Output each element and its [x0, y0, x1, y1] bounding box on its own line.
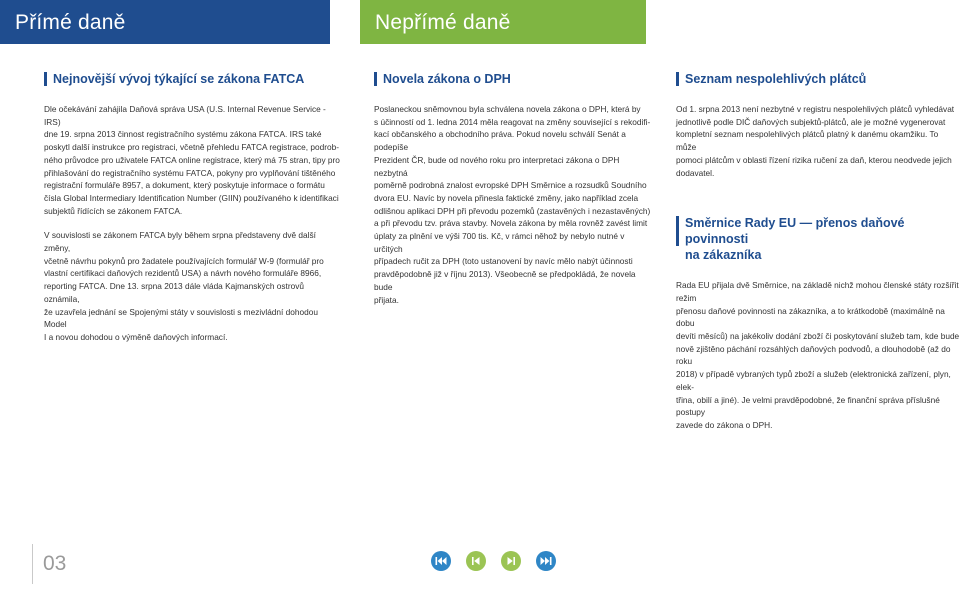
- text-line: zavede do zákona o DPH.: [676, 419, 773, 430]
- text-line: odlišnou aplikaci DPH při převodu pozemků (zastavěných i nezastavěných): [374, 205, 651, 216]
- text-line: Dle očekávání zahájila Daňová správa USA (U.S. Internal Revenue Service - IRS): [44, 104, 326, 127]
- text-line: čísla Global Intermediary Identification Number (GIIN) používaného k identifikaci: [44, 192, 339, 203]
- vat-amendment-heading: Novela zákona o DPH: [374, 71, 652, 87]
- text-line: že uzavřela jednání se Spojenými státy v souvislosti s mezivládní dohodou Model: [44, 306, 318, 330]
- text-line: dodavatel.: [676, 167, 715, 178]
- text-line: subjektů řídících se zákonem FATCA.: [44, 205, 183, 216]
- previous-page-button[interactable]: [466, 551, 486, 571]
- unreliable-payers-paragraph: [676, 103, 960, 179]
- text-line: registrační formuláře 8957, a dokument, který poskytuje informace o formátu: [44, 180, 325, 191]
- heading-marker: [44, 72, 47, 86]
- unreliable-payers-heading: Seznam nespolehlivých plátců: [676, 71, 960, 87]
- text-line: přenosu daňové povinnosti na zákazníka, a to krátkodobě (maximálně na dobu: [676, 305, 945, 329]
- text-line: třina, obilí a jiné). Je velmi pravděpodobné, že finanční správa příslušné postupy: [676, 394, 940, 418]
- text-line: s účinností od 1. ledna 2014 měla reagovat na změny související s rekodifi-: [374, 116, 651, 127]
- page-navigation: [431, 551, 556, 571]
- text-line: Od 1. srpna 2013 není nezbytné v registru nespolehlivých plátců vyhledávat: [676, 104, 955, 114]
- text-line: kompletní seznam nespolehlivých plátců platný k danému okamžiku. To může: [676, 129, 939, 153]
- next-page-button[interactable]: [501, 551, 521, 571]
- heading-marker: [676, 216, 679, 246]
- text-line: 2018) v případě vybraných typů zboží a služeb (elektronická zařízení, plyn, elek-: [676, 369, 951, 392]
- direct-taxes-title: Přímé daně: [15, 11, 126, 34]
- text-line: devíti měsíců) na jakékoliv dodání zboží či poskytování služeb tam, kde bude: [676, 331, 960, 342]
- text-line: poskytl další instrukce pro registraci, včetně přehledu FATCA registrace, podrob-: [44, 142, 339, 153]
- text-line: a při převodu tzv. práva stavby. Novela zákona by měla rovněž zavést limit: [374, 218, 648, 229]
- heading-marker: [374, 72, 377, 86]
- text-line: poměrně podrobná znalost evropské DPH Směrnice a rozsudků Soudního: [374, 180, 647, 191]
- text-line: pomoci plátcům v oblasti řízení rizika ručení za daň, kterou neodvede jejich: [676, 154, 952, 165]
- text-line: ného průvodce pro uživatele FATCA online registrace, který má 75 stran, tipy pro: [44, 154, 340, 165]
- text-line: dne 19. srpna 2013 činnost registračního systému zákona FATCA. IRS také: [44, 129, 322, 140]
- fatca-paragraph-2: [44, 229, 340, 343]
- fatca-paragraph-1: [44, 103, 340, 217]
- text-line: kací občanského a obchodního práva. Pokud novelu schválí Senát a podepíše: [374, 129, 626, 153]
- page-number: 03: [43, 552, 67, 575]
- reverse-charge-heading: [676, 215, 960, 263]
- text-line: reporting FATCA. Dne 13. srpna 2013 dále vláda Kajmanských ostrovů oznámila,: [44, 281, 304, 304]
- text-line: I a novou dohodou o výměně daňových informací.: [44, 331, 228, 342]
- text-line: úplaty za plnění ve výši 700 tis. Kč, v rámci něhož by nebylo nutné v určitých: [374, 231, 625, 254]
- text-line: dvora EU. Navíc by novela přinesla faktické změny, jako například zcela: [374, 192, 639, 203]
- text-line: vlastní certifikaci daňových rezidentů USA) a návrh nového formuláře 8966,: [44, 268, 322, 279]
- indirect-taxes-banner: [360, 0, 646, 44]
- page-number-divider: [32, 544, 33, 584]
- fatca-heading: Nejnovější vývoj týkající se zákona FATCA: [44, 71, 340, 87]
- direct-taxes-banner: [0, 0, 330, 44]
- last-page-icon: [540, 556, 552, 566]
- text-line: Prezident ČR, bude od nového roku pro interpretaci zákona o DPH nezbytná: [374, 154, 620, 178]
- vat-amendment-section: [374, 71, 652, 306]
- text-line: V souvislosti se zákonem FATCA byly během srpna představeny dvě další změny,: [44, 230, 316, 254]
- heading-line: na zákazníka: [685, 248, 762, 263]
- fatca-section: [44, 71, 340, 344]
- text-line: nově zjištěno páchání rozsáhlých daňových podvodů, a dlouhodobě (až do roku: [676, 343, 951, 367]
- text-line: přihlašování do registračního systému FATCA, pokyny pro vyplňování tištěného: [44, 167, 336, 178]
- indirect-taxes-title: Nepřímé daně: [375, 11, 511, 34]
- heading-marker: [676, 72, 679, 86]
- text-line: případech ručit za DPH (toto ustanovení by navíc mělo nabýt účinnosti: [374, 256, 633, 267]
- previous-page-icon: [471, 556, 481, 566]
- text-line: Poslaneckou sněmovnou byla schválena novela zákona o DPH, která by: [374, 104, 641, 114]
- text-line: pravděpodobně již v říjnu 2013). Všeobecně se předpokládá, že novela bude: [374, 269, 636, 292]
- reverse-charge-paragraph: [676, 279, 960, 431]
- last-page-button[interactable]: [536, 551, 556, 571]
- heading-line: Směrnice Rady EU — přenos daňové povinnosti: [685, 216, 905, 247]
- first-page-button[interactable]: [431, 551, 451, 571]
- text-line: přijata.: [374, 294, 399, 305]
- vat-amendment-paragraph: [374, 103, 652, 306]
- text-line: včetně návrhu pokynů pro žadatele používajících formulář W-9 (formulář pro: [44, 255, 324, 266]
- text-line: Rada EU přijala dvě Směrnice, na základě nichž mohou členské státy rozšířit režim: [676, 280, 959, 303]
- first-page-icon: [435, 556, 447, 566]
- text-line: jednotlivě podle DIČ daňových subjektů-plátců, ale je možné vygenerovat: [676, 116, 946, 127]
- unreliable-payers-section: [676, 71, 960, 432]
- next-page-icon: [506, 556, 516, 566]
